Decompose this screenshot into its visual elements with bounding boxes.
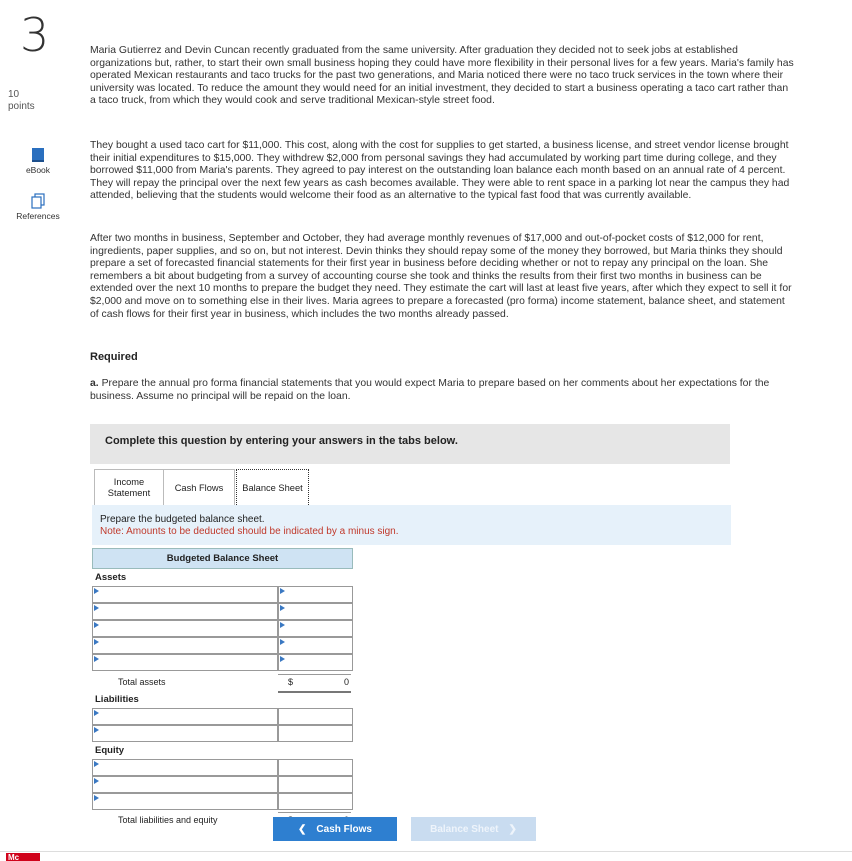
requirement-a (90, 377, 780, 403)
liability-row-1 (92, 708, 353, 725)
required-heading: Required (90, 351, 138, 363)
equity-1-amount-input[interactable] (278, 759, 353, 776)
points-value: 10 (8, 89, 20, 100)
references-icon (30, 193, 46, 209)
requirement-a-text: Prepare the annual pro forma financial statements that you would expect Maria to prepare based on her comments about her expectations for the business. Assume no principal will be repaid on the loan. (90, 378, 770, 402)
equity-row-1 (92, 759, 353, 776)
dropdown-marker-icon (94, 727, 99, 733)
footer-divider (0, 851, 852, 852)
tab-cash-flows[interactable] (164, 469, 235, 506)
asset-row-4 (92, 637, 353, 654)
dropdown-marker-icon (94, 795, 99, 801)
asset-row-2 (92, 603, 353, 620)
dropdown-marker-icon (94, 710, 99, 716)
equity-2-amount-input[interactable] (278, 776, 353, 793)
asset-4-amount-input[interactable] (278, 637, 353, 654)
dropdown-marker-icon (280, 588, 285, 594)
sheet-title: Budgeted Balance Sheet (92, 548, 353, 569)
liability-2-amount-input[interactable] (278, 725, 353, 742)
dropdown-marker-icon (280, 605, 285, 611)
liabilities-section-label: Liabilities (95, 694, 139, 705)
asset-2-account-select[interactable] (92, 603, 278, 620)
dropdown-marker-icon (94, 778, 99, 784)
asset-2-amount-input[interactable] (278, 603, 353, 620)
instructions-note: Note: Amounts to be deducted should be indicated by a minus sign. (100, 526, 399, 537)
dropdown-marker-icon (94, 639, 99, 645)
paragraph-1: Maria Gutierrez and Devin Cuncan recently graduated from the same university. After graduation they decided not to seek jobs at established organizations but, rather, to start their own small business hoping they could have more flexibility in their personal lives for a few years. Maria's family has operated Mexican restaurants and taco trucks for the past two generations, and Maria noticed there were no taco truck services in the town where their university was located. To reduce the amount they would need for an initial investment, they decided to start a business operating a taco cart rather than a taco truck, from which they would cook and serve traditional Mexican-style street food. (90, 45, 794, 107)
prev-cash-flows-button[interactable] (273, 817, 397, 841)
equity-row-3 (92, 793, 353, 810)
tab-balance-sheet-label: Balance Sheet (242, 482, 303, 493)
tab-income-line1: Income (113, 477, 145, 487)
total-assets-currency: $ (288, 677, 294, 687)
balance-sheet-table (92, 548, 353, 844)
dropdown-marker-icon (94, 588, 99, 594)
ebook-link[interactable] (8, 147, 68, 175)
asset-1-amount-input[interactable] (278, 586, 353, 603)
total-le-label: Total liabilities and equity (118, 815, 218, 825)
answer-banner (90, 424, 730, 464)
asset-row-5 (92, 654, 353, 671)
dropdown-marker-icon (280, 622, 285, 628)
assets-section-label: Assets (95, 572, 127, 583)
requirement-a-label: a. (90, 378, 99, 389)
paragraph-2: They bought a used taco cart for $11,000. This cost, along with the cost for supplies to get started, a business license, and street vendor license brought their initial expenditures to $15,000. They withdrew $2,000 from personal savings they had accumulated by working part time during college, and they borrowed $11,000 from Maria's parents. They agreed to pay interest on the outstanding loan balance each month based on an annual rate of 4 percent. They will repay the principal over the next few years as cash becomes available. They were able to rent space in a parking lot near the campus they had attended, believing that the students would welcome their food as an alternative to the typical fast food that was currently available. (90, 140, 790, 202)
asset-5-amount-input[interactable] (278, 654, 353, 671)
equity-1-account-select[interactable] (92, 759, 278, 776)
asset-row-3 (92, 620, 353, 637)
equity-3-amount-input[interactable] (278, 793, 353, 810)
references-label: References (16, 211, 60, 221)
next-balance-sheet-button[interactable] (411, 817, 536, 841)
instructions-line1: Prepare the budgeted balance sheet. (100, 514, 265, 525)
publisher-logo: Mc (6, 853, 40, 861)
asset-1-account-select[interactable] (92, 586, 278, 603)
instructions-box (92, 505, 731, 545)
prev-button-label: Cash Flows (316, 823, 372, 835)
dropdown-marker-icon (94, 761, 99, 767)
asset-4-account-select[interactable] (92, 637, 278, 654)
total-assets-value: 0 (343, 677, 349, 687)
liability-2-account-select[interactable] (92, 725, 278, 742)
total-assets-label: Total assets (118, 677, 166, 687)
asset-5-account-select[interactable] (92, 654, 278, 671)
tab-cash-flows-label: Cash Flows (174, 482, 224, 493)
ebook-label: eBook (25, 165, 51, 175)
references-link[interactable] (8, 193, 68, 221)
dropdown-marker-icon (280, 656, 285, 662)
asset-row-1 (92, 586, 353, 603)
equity-3-account-select[interactable] (92, 793, 278, 810)
liability-1-account-select[interactable] (92, 708, 278, 725)
total-assets-row (92, 674, 353, 691)
points-info (8, 89, 35, 113)
tab-balance-sheet[interactable] (236, 469, 309, 507)
answer-banner-text: Complete this question by entering your answers in the tabs below. (105, 435, 458, 447)
equity-section-label: Equity (95, 745, 125, 756)
equity-2-account-select[interactable] (92, 776, 278, 793)
equity-row-2 (92, 776, 353, 793)
paragraph-3: After two months in business, September and October, they had average monthly revenues of $17,000 and out-of-pocket costs of $12,000 for rent, ingredients, paper supplies, and so on, but not interest. Devin thinks they should repay some of the money they borrowed, but Maria thinks they should prepare a set of forecasted financial statements for their first year in business before deciding whether or not to repay any principal on the loan. She remembers a bit about budgeting from a survey of accounting course she took and thinks the results from their first two months in business can be extended over the next 10 months to prepare the budget they need. They estimate the cart will last at least five years, after which they expect to sell it for $2,000 and move on to something else in their lives. Maria agrees to prepare a forecasted (pro forma) income statement, balance sheet, and statement of cash flows for their first year in business, which includes the two months already passed. (90, 233, 792, 320)
dropdown-marker-icon (94, 622, 99, 628)
dropdown-marker-icon (280, 639, 285, 645)
chevron-right-icon: ❯ (508, 823, 517, 835)
tab-income-line2: Statement (107, 488, 151, 498)
tab-income-statement[interactable] (94, 469, 164, 506)
liability-1-amount-input[interactable] (278, 708, 353, 725)
book-icon (30, 147, 46, 163)
asset-3-account-select[interactable] (92, 620, 278, 637)
asset-3-amount-input[interactable] (278, 620, 353, 637)
dropdown-marker-icon (94, 605, 99, 611)
chevron-left-icon: ❮ (298, 823, 307, 835)
dropdown-marker-icon (94, 656, 99, 662)
liability-row-2 (92, 725, 353, 742)
next-button-label: Balance Sheet (430, 823, 499, 835)
points-label: points (8, 101, 35, 112)
question-number: 3 (20, 8, 50, 62)
